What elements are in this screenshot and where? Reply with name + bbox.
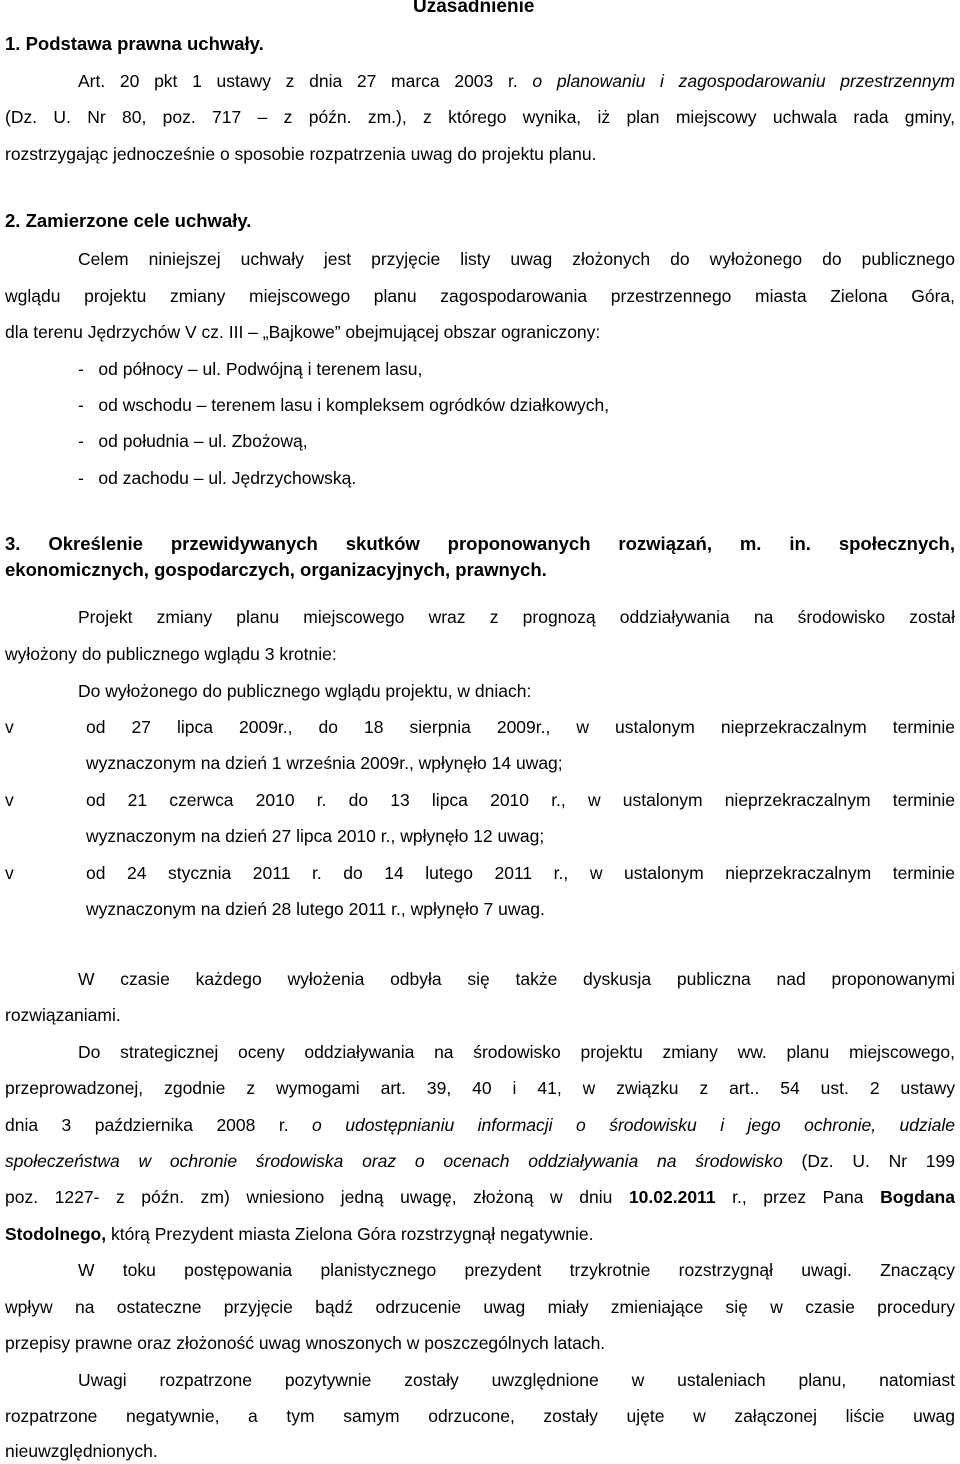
submission-date: 10.02.2011 <box>628 1187 716 1207</box>
section-3-heading-line-2: ekonomicznych, gospodarczych, organizacyjnych, prawnych. <box>5 559 547 580</box>
boundary-south: - od południa – ul. Zbożową, <box>78 431 308 451</box>
item-1-marker: v <box>5 717 14 737</box>
item-1-line-1: od 27 lipca 2009r., do 18 sierpnia 2009r., w ustalonym nieprzekraczalnym terminie <box>86 717 955 737</box>
act-title-italic-2: społeczeństwa w ochronie środowiska oraz o ocenach oddziaływania na środowisko <box>5 1151 783 1171</box>
act-title-italic-1: o udostępnianiu informacji o środowisku i jego ochronie, udziale <box>312 1115 955 1135</box>
section-1-line-1 <box>78 70 955 92</box>
item-2-line-1: od 21 czerwca 2010 r. do 13 lipca 2010 r., w ustalonym nieprzekraczalnym terminie <box>86 790 955 810</box>
item-3-line-2: wyznaczonym na dzień 28 lutego 2011 r., wpłynęło 7 uwag. <box>86 899 545 919</box>
section-3-heading-line-1: 3. Określenie przewidywanych skutków proponowanych rozwiązań, m. in. społecznych, <box>5 533 955 554</box>
p2-line-2: rozwiązaniami. <box>5 1005 121 1025</box>
document-title: Uzasadnienie <box>413 0 535 17</box>
item-2-line-2: wyznaczonym na dzień 27 lipca 2010 r., wpłynęło 12 uwag; <box>86 826 545 846</box>
section-1-line-1-text: Art. 20 pkt 1 ustawy z dnia 27 marca 2003 r. <box>78 71 518 91</box>
section-1-act-title: o planowaniu i zagospodarowaniu przestrzennym <box>532 71 955 91</box>
p1-line-3: Do wyłożonego do publicznego wglądu projektu, w dniach: <box>78 681 532 701</box>
p3-line-1: Do strategicznej oceny oddziaływania na środowisko projektu zmiany ww. planu miejscowego, <box>78 1042 955 1062</box>
submitter-last-name: Stodolnego, <box>5 1224 107 1244</box>
p3-line-4-citation: (Dz. U. Nr 199 <box>801 1151 955 1171</box>
item-1-line-2: wyznaczonym na dzień 1 września 2009r., wpłynęło 14 uwag; <box>86 753 563 773</box>
section-2-line-1: Celem niniejszej uchwały jest przyjęcie listy uwag złożonych do wyłożonego do publicznego <box>78 249 955 269</box>
section-1-heading: 1. Podstawa prawna uchwały. <box>5 33 264 54</box>
p4-line-1: W toku postępowania planistycznego prezydent trzykrotnie rozstrzygnął uwagi. Znaczący <box>78 1260 955 1280</box>
p3-line-3 <box>5 1114 955 1136</box>
p3-line-2: przeprowadzonej, zgodnie z wymogami art. 39, 40 i 41, w związku z art.. 54 ust. 2 ustawy <box>5 1078 955 1098</box>
p3-line-5-text: poz. 1227- z późn. zm) wniesiono jedną uwagę, złożoną w dniu <box>5 1187 613 1207</box>
p5-line-2: rozpatrzone negatywnie, a tym samym odrzucone, zostały ujęte w załączonej liście uwag <box>5 1406 955 1426</box>
item-2-marker: v <box>5 790 14 810</box>
p3-line-6-text: którą Prezydent miasta Zielona Góra rozstrzygnął negatywnie. <box>110 1224 594 1244</box>
p1-line-2: wyłożony do publicznego wglądu 3 krotnie: <box>5 644 337 664</box>
p3-line-5-text-2: r., przez Pana <box>732 1187 864 1207</box>
p2-line-1: W czasie każdego wyłożenia odbyła się także dyskusja publiczna nad proponowanymi <box>78 969 955 989</box>
section-2-heading: 2. Zamierzone cele uchwały. <box>5 210 252 231</box>
boundary-north: - od północy – ul. Podwójną i terenem lasu, <box>78 359 423 379</box>
boundary-east: - od wschodu – terenem lasu i kompleksem ogródków działkowych, <box>78 395 610 415</box>
p3-line-4 <box>5 1150 955 1172</box>
section-2-line-3: dla terenu Jędrzychów V cz. III – „Bajkowe” obejmującej obszar ograniczony: <box>5 322 601 342</box>
section-1-line-3: rozstrzygając jednocześnie o sposobie rozpatrzenia uwag do projektu planu. <box>5 144 597 164</box>
p1-line-1: Projekt zmiany planu miejscowego wraz z prognozą oddziaływania na środowisko został <box>78 607 955 627</box>
item-3-line-1: od 24 stycznia 2011 r. do 14 lutego 2011 r., w ustalonym nieprzekraczalnym terminie <box>86 863 955 883</box>
p5-line-1: Uwagi rozpatrzone pozytywnie zostały uwzględnione w ustaleniach planu, natomiast <box>78 1370 955 1390</box>
p4-line-3: przepisy prawne oraz złożoność uwag wnoszonych w poszczególnych latach. <box>5 1333 606 1353</box>
section-2-line-2: wglądu projektu zmiany miejscowego planu zagospodarowania przestrzennego miasta Zielona Góra, <box>5 286 955 306</box>
p4-line-2: wpływ na ostateczne przyjęcie bądź odrzucenie uwag miały zmieniające się w czasie procedury <box>5 1297 955 1317</box>
p3-line-5 <box>5 1186 955 1208</box>
p3-line-6 <box>5 1223 593 1245</box>
section-1-line-2: (Dz. U. Nr 80, poz. 717 – z późn. zm.), z którego wynika, iż plan miejscowy uchwala rada gminy, <box>5 107 955 127</box>
p5-line-3: nieuwzględnionych. <box>5 1441 158 1461</box>
boundary-west: - od zachodu – ul. Jędrzychowską. <box>78 468 357 488</box>
p3-line-3-text: dnia 3 października 2008 r. <box>5 1115 289 1135</box>
item-3-marker: v <box>5 863 14 883</box>
submitter-first-name: Bogdana <box>880 1187 955 1207</box>
